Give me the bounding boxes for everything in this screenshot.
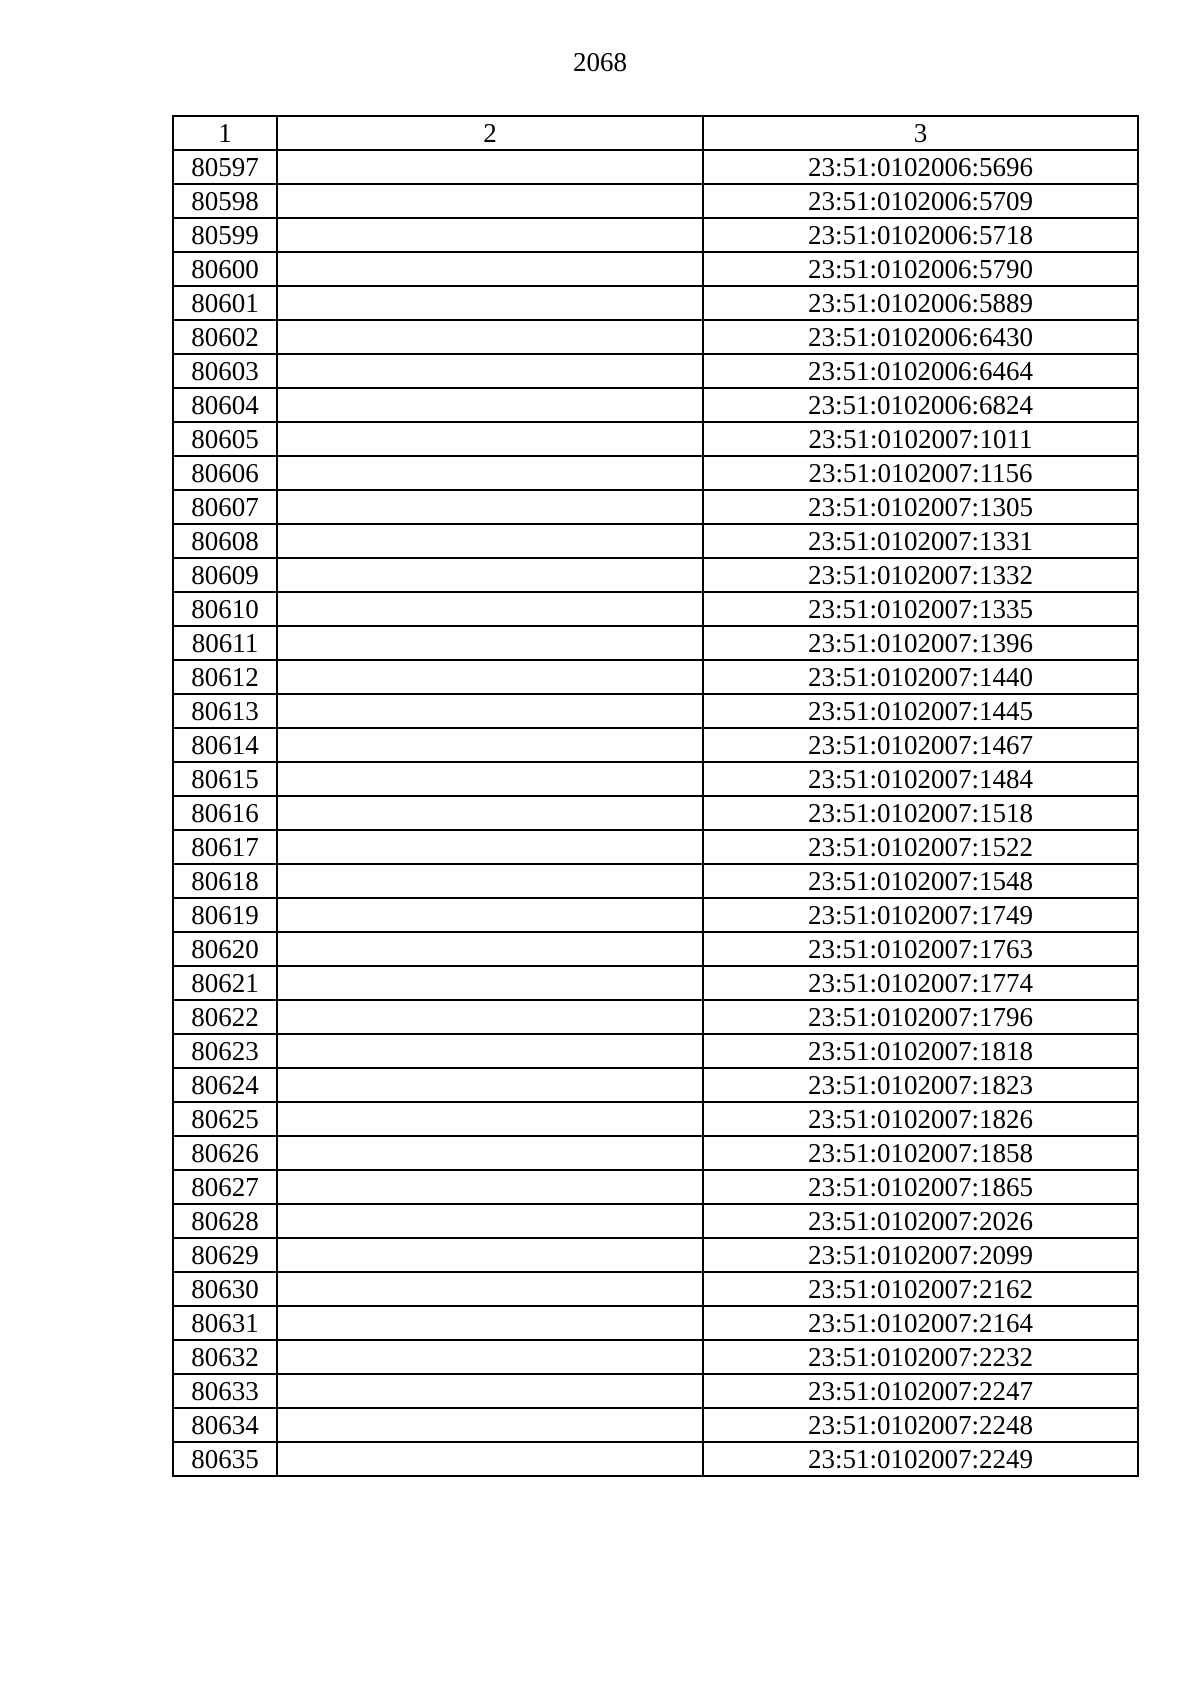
table-row	[173, 1000, 1138, 1034]
table-row	[173, 252, 1138, 286]
cadastral-number-cell: 23:51:0102007:2099	[703, 1238, 1138, 1272]
table-row	[173, 1204, 1138, 1238]
row-empty-cell	[277, 456, 703, 490]
row-empty-cell	[277, 558, 703, 592]
cadastral-number-cell: 23:51:0102006:5696	[703, 150, 1138, 184]
cadastral-number-cell: 23:51:0102006:5718	[703, 218, 1138, 252]
row-number-cell: 80616	[173, 796, 277, 830]
table-row	[173, 1034, 1138, 1068]
cadastral-number-cell: 23:51:0102007:1763	[703, 932, 1138, 966]
row-empty-cell	[277, 1340, 703, 1374]
row-number-cell: 80618	[173, 864, 277, 898]
cadastral-number-cell: 23:51:0102006:6824	[703, 388, 1138, 422]
row-number-cell: 80613	[173, 694, 277, 728]
row-number-cell: 80633	[173, 1374, 277, 1408]
row-empty-cell	[277, 1068, 703, 1102]
row-empty-cell	[277, 1374, 703, 1408]
row-number-cell: 80610	[173, 592, 277, 626]
row-number-cell: 80614	[173, 728, 277, 762]
table-row	[173, 932, 1138, 966]
row-empty-cell	[277, 1034, 703, 1068]
row-empty-cell	[277, 490, 703, 524]
row-number-cell: 80625	[173, 1102, 277, 1136]
table-body	[173, 150, 1138, 1476]
row-empty-cell	[277, 1000, 703, 1034]
row-empty-cell	[277, 1272, 703, 1306]
row-number-cell: 80626	[173, 1136, 277, 1170]
table-row	[173, 218, 1138, 252]
row-empty-cell	[277, 898, 703, 932]
row-empty-cell	[277, 830, 703, 864]
row-number-cell: 80601	[173, 286, 277, 320]
cadastral-number-cell: 23:51:0102007:1467	[703, 728, 1138, 762]
cadastral-number-cell: 23:51:0102007:1823	[703, 1068, 1138, 1102]
table-row	[173, 898, 1138, 932]
cadastral-number-cell: 23:51:0102007:2248	[703, 1408, 1138, 1442]
row-number-cell: 80620	[173, 932, 277, 966]
row-number-cell: 80607	[173, 490, 277, 524]
cadastral-number-cell: 23:51:0102007:1440	[703, 660, 1138, 694]
row-empty-cell	[277, 320, 703, 354]
row-empty-cell	[277, 252, 703, 286]
table-row	[173, 762, 1138, 796]
table-row	[173, 1102, 1138, 1136]
row-empty-cell	[277, 388, 703, 422]
table-row	[173, 660, 1138, 694]
cadastral-number-cell: 23:51:0102006:5889	[703, 286, 1138, 320]
row-empty-cell	[277, 1102, 703, 1136]
registry-table	[172, 115, 1139, 1477]
row-number-cell: 80623	[173, 1034, 277, 1068]
row-empty-cell	[277, 1408, 703, 1442]
table-row	[173, 320, 1138, 354]
cadastral-number-cell: 23:51:0102007:2162	[703, 1272, 1138, 1306]
table-row	[173, 1238, 1138, 1272]
table-row	[173, 388, 1138, 422]
page-number: 2068	[573, 47, 627, 77]
header-col-1: 1	[173, 116, 277, 150]
cadastral-number-cell: 23:51:0102006:6464	[703, 354, 1138, 388]
row-number-cell: 80599	[173, 218, 277, 252]
header-col-3: 3	[703, 116, 1138, 150]
row-empty-cell	[277, 524, 703, 558]
row-empty-cell	[277, 354, 703, 388]
table-row	[173, 796, 1138, 830]
row-empty-cell	[277, 422, 703, 456]
cadastral-number-cell: 23:51:0102007:1305	[703, 490, 1138, 524]
row-number-cell: 80634	[173, 1408, 277, 1442]
row-empty-cell	[277, 796, 703, 830]
row-number-cell: 80619	[173, 898, 277, 932]
table-row	[173, 1306, 1138, 1340]
table-row	[173, 1340, 1138, 1374]
table-row	[173, 422, 1138, 456]
table-header	[173, 116, 1138, 150]
table-row	[173, 1136, 1138, 1170]
row-empty-cell	[277, 1136, 703, 1170]
row-empty-cell	[277, 184, 703, 218]
row-number-cell: 80604	[173, 388, 277, 422]
row-number-cell: 80597	[173, 150, 277, 184]
table-row	[173, 694, 1138, 728]
row-number-cell: 80622	[173, 1000, 277, 1034]
row-empty-cell	[277, 218, 703, 252]
row-number-cell: 80602	[173, 320, 277, 354]
row-empty-cell	[277, 286, 703, 320]
table-row	[173, 490, 1138, 524]
cadastral-number-cell: 23:51:0102007:1826	[703, 1102, 1138, 1136]
row-empty-cell	[277, 728, 703, 762]
row-number-cell: 80598	[173, 184, 277, 218]
row-number-cell: 80632	[173, 1340, 277, 1374]
cadastral-number-cell: 23:51:0102007:1522	[703, 830, 1138, 864]
table-row	[173, 150, 1138, 184]
table-row	[173, 1170, 1138, 1204]
row-number-cell: 80631	[173, 1306, 277, 1340]
cadastral-number-cell: 23:51:0102007:1548	[703, 864, 1138, 898]
cadastral-number-cell: 23:51:0102007:1332	[703, 558, 1138, 592]
cadastral-number-cell: 23:51:0102007:1749	[703, 898, 1138, 932]
cadastral-number-cell: 23:51:0102007:1011	[703, 422, 1138, 456]
row-number-cell: 80600	[173, 252, 277, 286]
cadastral-number-cell: 23:51:0102007:1774	[703, 966, 1138, 1000]
row-empty-cell	[277, 660, 703, 694]
table-row	[173, 728, 1138, 762]
row-number-cell: 80611	[173, 626, 277, 660]
header-col-2: 2	[277, 116, 703, 150]
cadastral-number-cell: 23:51:0102007:1445	[703, 694, 1138, 728]
cadastral-number-cell: 23:51:0102007:1818	[703, 1034, 1138, 1068]
table-row	[173, 592, 1138, 626]
cadastral-number-cell: 23:51:0102007:2164	[703, 1306, 1138, 1340]
row-empty-cell	[277, 1238, 703, 1272]
cadastral-number-cell: 23:51:0102006:6430	[703, 320, 1138, 354]
table-row	[173, 830, 1138, 864]
row-number-cell: 80605	[173, 422, 277, 456]
table-row	[173, 456, 1138, 490]
cadastral-number-cell: 23:51:0102006:5790	[703, 252, 1138, 286]
table-row	[173, 1374, 1138, 1408]
header-row	[173, 116, 1138, 150]
table-row	[173, 1408, 1138, 1442]
row-number-cell: 80606	[173, 456, 277, 490]
table-row	[173, 1442, 1138, 1476]
row-empty-cell	[277, 1306, 703, 1340]
row-number-cell: 80630	[173, 1272, 277, 1306]
cadastral-number-cell: 23:51:0102007:1156	[703, 456, 1138, 490]
cadastral-number-cell: 23:51:0102007:1858	[703, 1136, 1138, 1170]
cadastral-number-cell: 23:51:0102007:1484	[703, 762, 1138, 796]
row-number-cell: 80628	[173, 1204, 277, 1238]
row-number-cell: 80624	[173, 1068, 277, 1102]
row-empty-cell	[277, 1442, 703, 1476]
row-number-cell: 80621	[173, 966, 277, 1000]
row-empty-cell	[277, 864, 703, 898]
cadastral-number-cell: 23:51:0102007:1331	[703, 524, 1138, 558]
cadastral-number-cell: 23:51:0102007:2232	[703, 1340, 1138, 1374]
row-empty-cell	[277, 762, 703, 796]
table-row	[173, 1272, 1138, 1306]
cadastral-number-cell: 23:51:0102007:1396	[703, 626, 1138, 660]
cadastral-number-cell: 23:51:0102007:1335	[703, 592, 1138, 626]
table-row	[173, 626, 1138, 660]
cadastral-number-cell: 23:51:0102007:1796	[703, 1000, 1138, 1034]
table-row	[173, 864, 1138, 898]
table-row	[173, 184, 1138, 218]
cadastral-number-cell: 23:51:0102007:1865	[703, 1170, 1138, 1204]
table-row	[173, 286, 1138, 320]
cadastral-number-cell: 23:51:0102007:2249	[703, 1442, 1138, 1476]
row-empty-cell	[277, 966, 703, 1000]
row-number-cell: 80617	[173, 830, 277, 864]
row-number-cell: 80612	[173, 660, 277, 694]
row-empty-cell	[277, 1170, 703, 1204]
row-number-cell: 80635	[173, 1442, 277, 1476]
table-row	[173, 1068, 1138, 1102]
cadastral-number-cell: 23:51:0102007:2247	[703, 1374, 1138, 1408]
row-number-cell: 80609	[173, 558, 277, 592]
row-empty-cell	[277, 592, 703, 626]
cadastral-number-cell: 23:51:0102006:5709	[703, 184, 1138, 218]
cadastral-number-cell: 23:51:0102007:1518	[703, 796, 1138, 830]
row-number-cell: 80603	[173, 354, 277, 388]
row-empty-cell	[277, 932, 703, 966]
row-number-cell: 80627	[173, 1170, 277, 1204]
cadastral-number-cell: 23:51:0102007:2026	[703, 1204, 1138, 1238]
row-empty-cell	[277, 1204, 703, 1238]
row-empty-cell	[277, 150, 703, 184]
table-row	[173, 524, 1138, 558]
table-row	[173, 354, 1138, 388]
row-number-cell: 80615	[173, 762, 277, 796]
row-empty-cell	[277, 694, 703, 728]
row-number-cell: 80629	[173, 1238, 277, 1272]
table-row	[173, 558, 1138, 592]
row-empty-cell	[277, 626, 703, 660]
table-row	[173, 966, 1138, 1000]
row-number-cell: 80608	[173, 524, 277, 558]
